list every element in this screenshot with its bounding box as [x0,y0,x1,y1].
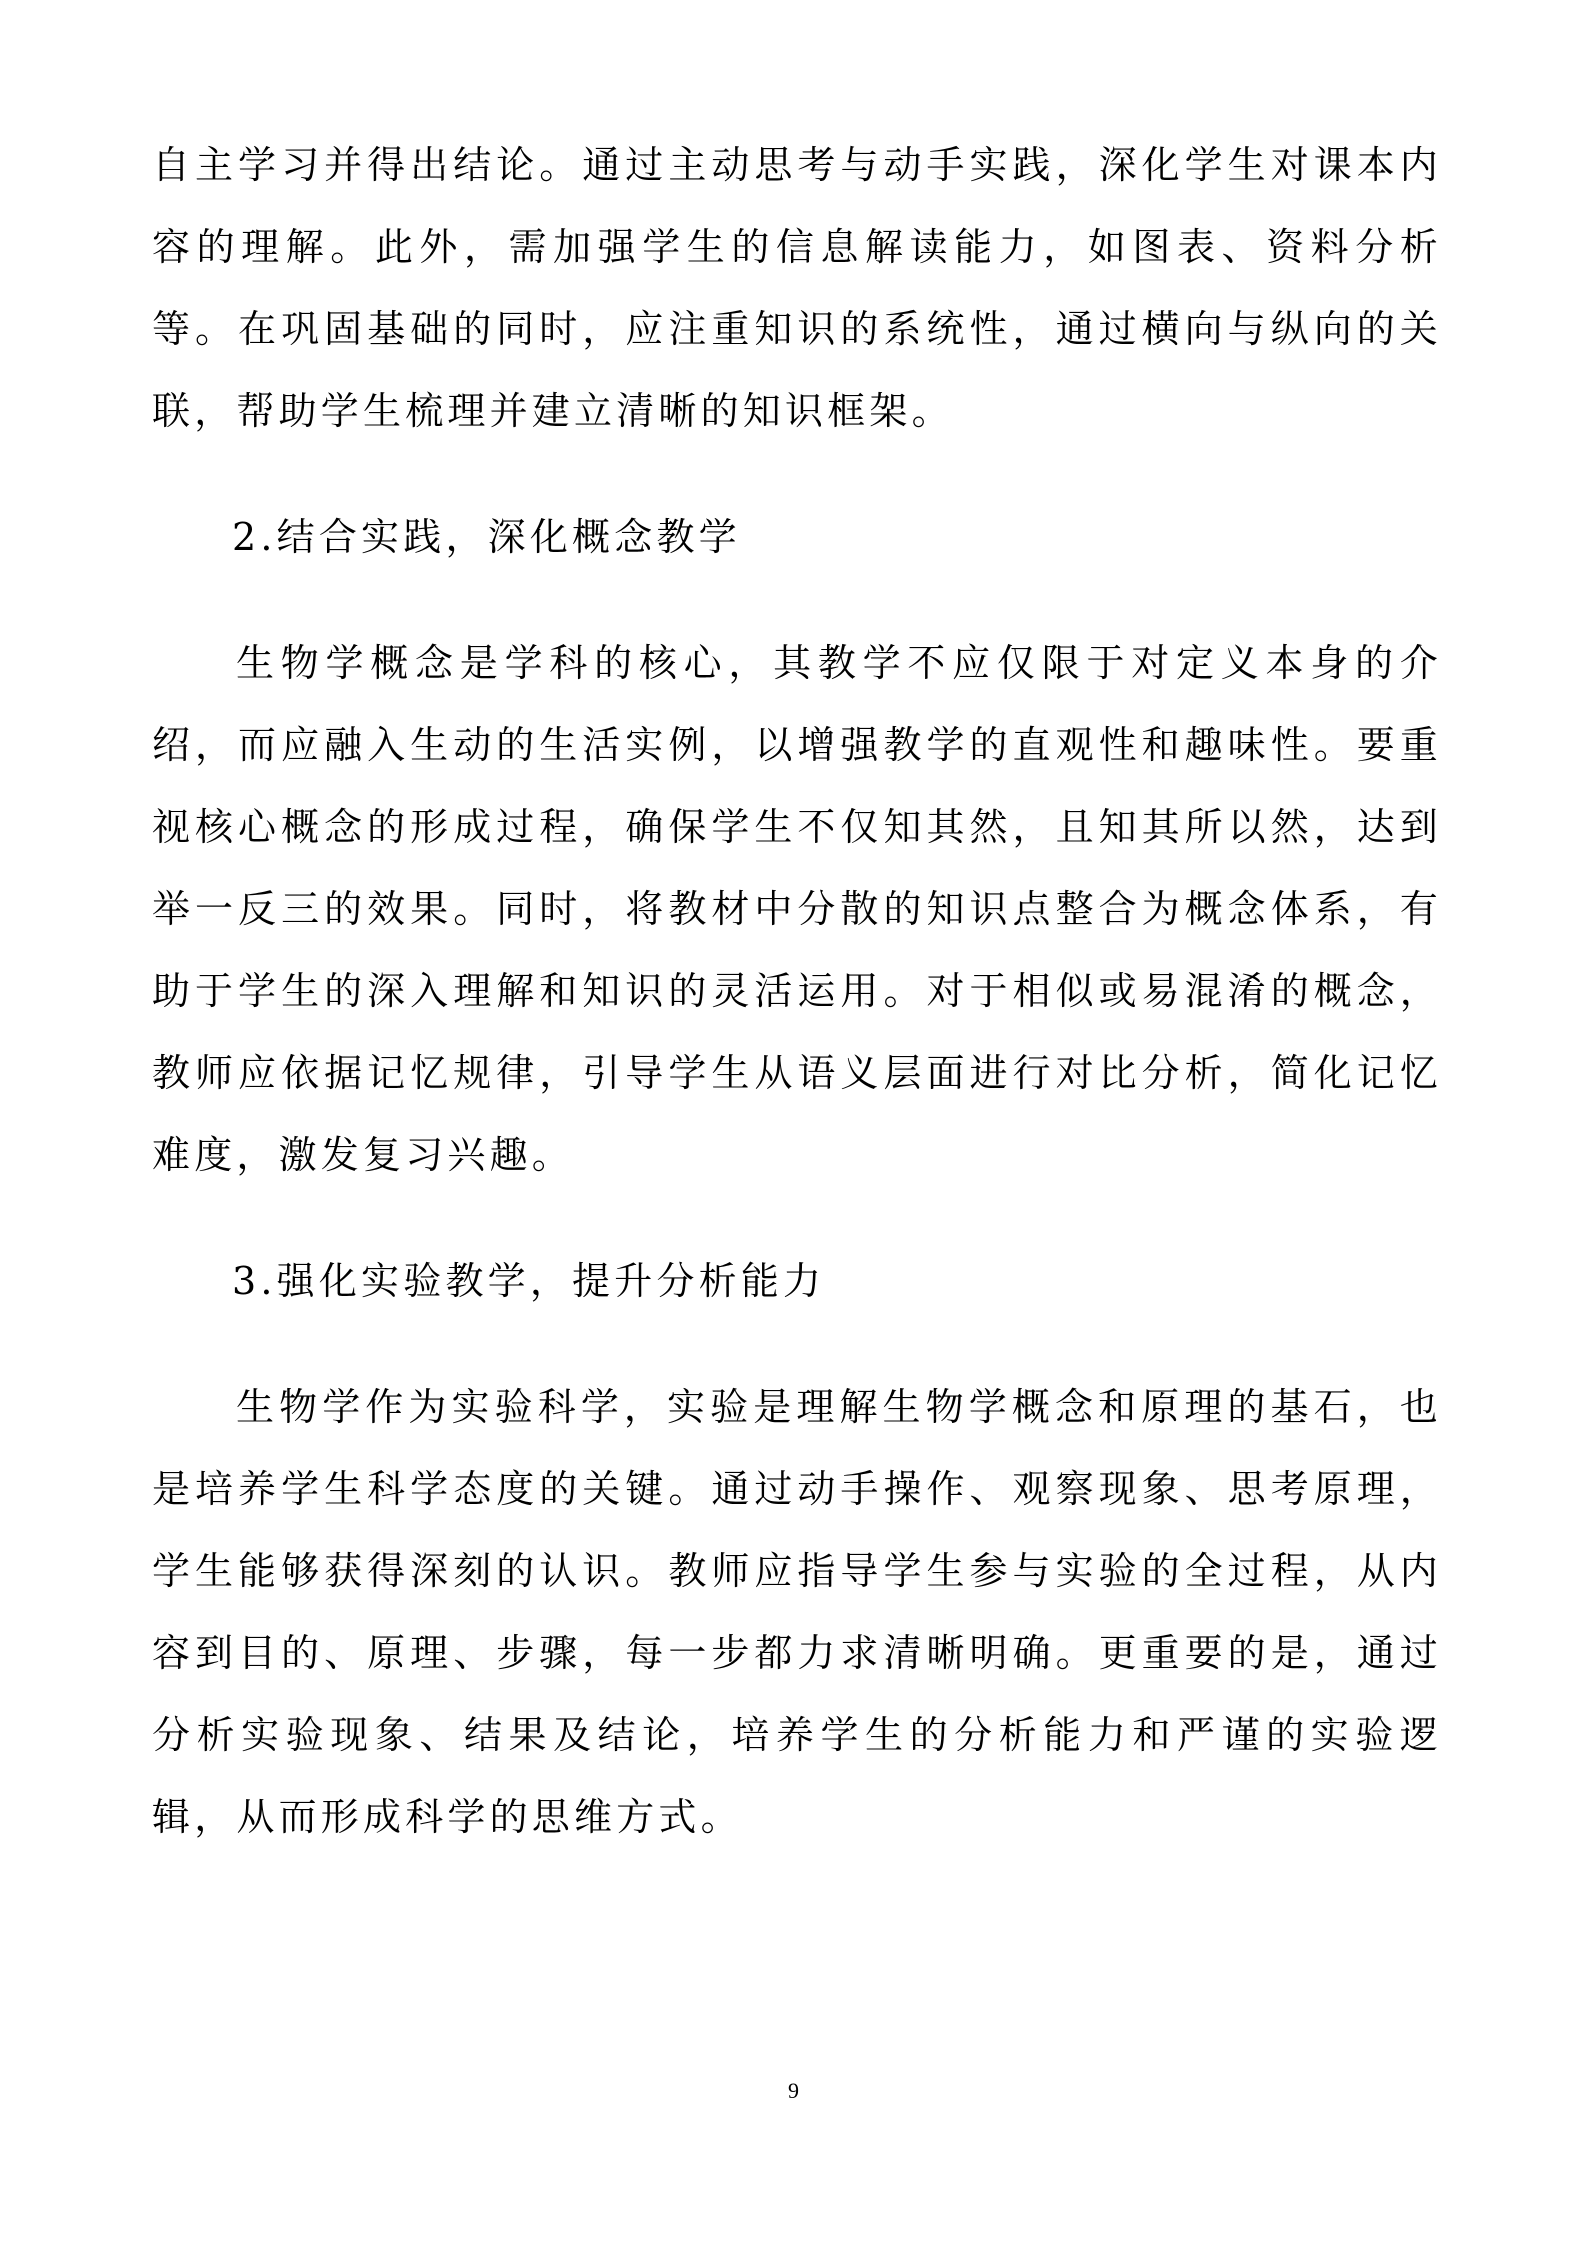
page-content [152,124,1442,1902]
paragraph-experiment-teaching: 生物学作为实验科学，实验是理解生物学概念和原理的基石，也是培养学生科学态度的关键。通过动手操作、观察现象、思考原理，学生能够获得深刻的认识。教师应指导学生参与实验的全过程，从内容到目的、原理、步骤，每一步都力求清晰明确。更重要的是，通过分析实验现象、结果及结论，培养学生的分析能力和严谨的实验逻辑，从而形成科学的思维方式。 [152,1385,1442,1839]
paragraph-intro-continuation: 自主学习并得出结论。通过主动思考与动手实践，深化学生对课本内容的理解。此外，需加强学生的信息解读能力，如图表、资料分析等。在巩固基础的同时，应注重知识的系统性，通过横向与纵向的关联，帮助学生梳理并建立清晰的知识框架。 [152,143,1442,433]
section-heading-3: 3.强化实验教学，提升分析能力 [232,1259,826,1303]
paragraph-concept-teaching: 生物学概念是学科的核心，其教学不应仅限于对定义本身的介绍，而应融入生动的生活实例，以增强教学的直观性和趣味性。要重视核心概念的形成过程，确保学生不仅知其然，且知其所以然，达到举一反三的效果。同时，将教材中分散的知识点整合为概念体系，有助于学生的深入理解和知识的灵活运用。对于相似或易混淆的概念，教师应依据记忆规律，引导学生从语义层面进行对比分析，简化记忆难度，激发复习兴趣。 [152,641,1442,1177]
section-heading-2: 2.结合实践，深化概念教学 [232,515,741,559]
page-number: 9 [788,2078,799,2103]
